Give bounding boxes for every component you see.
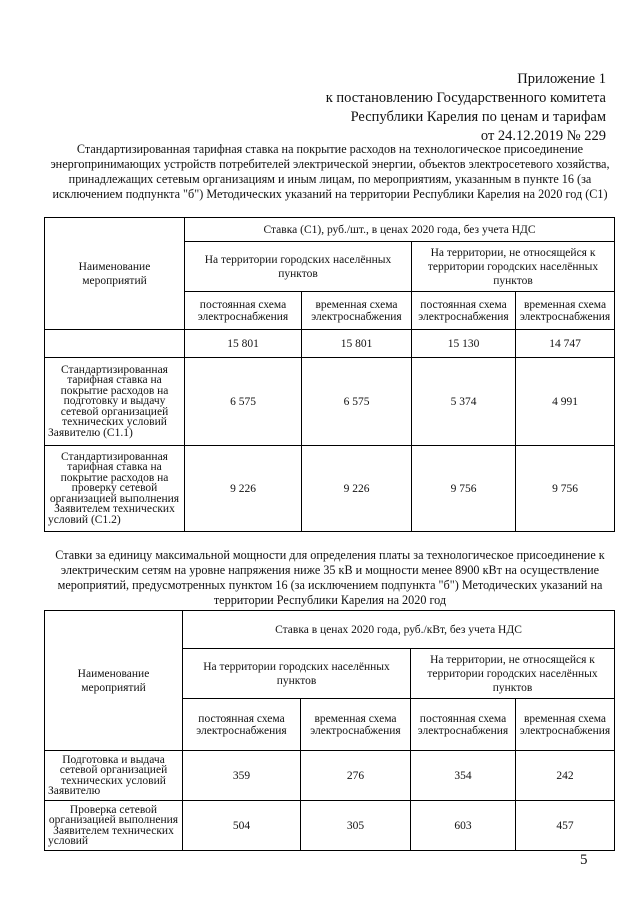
row-name: Стандартизированная тарифная ставка на покрытие расходов на проверку сетевой организацией выполнения Заявителем технических условий (С1.2) <box>45 446 185 532</box>
row-value: 242 <box>516 751 615 801</box>
table1 <box>44 217 615 532</box>
table1-rural-header: На территории, не относящейся к территории городских населённых пунктов <box>412 242 615 292</box>
row-value: 9 756 <box>516 446 615 532</box>
table-row <box>45 358 615 446</box>
table2-title: Ставки за единицу максимальной мощности для определения платы за технологическое присоединение к электрическим сетям на уровне напряжения ниже 35 кВ и мощности менее 8900 кВт на осуществление мероприятий, предусмотренных пунктом 16 (за исключением подпункта "б") Методических указаний на территории Республики Карелия на 2020 год <box>55 548 605 607</box>
row-value: 9 226 <box>302 446 412 532</box>
table1-rate-header: Ставка (С1), руб./шт., в ценах 2020 года, без учета НДС <box>185 218 615 242</box>
row-value: 6 575 <box>302 358 412 446</box>
row-name: Проверка сетевой организацией выполнения Заявителем технических условий <box>45 801 183 851</box>
table2-col-permanent-rural: постоянная схема электроснабжения <box>411 699 516 751</box>
appendix-date: от 24.12.2019 № 229 <box>480 128 606 144</box>
row-value: 6 575 <box>185 358 302 446</box>
table2-rate-header: Ставка в ценах 2020 года, руб./кВт, без учета НДС <box>183 611 615 649</box>
table2-rural-header: На территории, не относящейся к территории городских населённых пунктов <box>411 649 615 699</box>
table2 <box>44 610 615 851</box>
row-name: Подготовка и выдача сетевой организацией технических условий Заявителю <box>45 751 183 801</box>
row-value: 9 756 <box>412 446 516 532</box>
table1-urban-header: На территории городских населённых пунктов <box>185 242 412 292</box>
table1-total-value: 14 747 <box>516 330 615 358</box>
row-value: 305 <box>301 801 411 851</box>
table2-name-header: Наименование мероприятий <box>45 611 183 751</box>
table1-total-value: 15 801 <box>302 330 412 358</box>
table1-total-value: 15 130 <box>412 330 516 358</box>
appendix-title: Приложение 1 <box>517 71 606 87</box>
table1-title: Стандартизированная тарифная ставка на покрытие расходов на технологическое присоединение энергопринимающих устройств потребителей электрической энергии, объектов электросетевого хозяйства, принадлежащих сетевым организациям и иным лицам, по мероприятиям, указанным в пункте 16 (за исключением подпункта "б") Методических указаний на территории Республики Карелия на 2020 год (С1) <box>50 142 610 201</box>
appendix-decree: к постановлению Государственного комитета <box>325 90 606 106</box>
table2-col-temporary-rural: временная схема электроснабжения <box>516 699 615 751</box>
table-row <box>45 801 615 851</box>
row-value: 276 <box>301 751 411 801</box>
page-number: 5 <box>580 852 588 868</box>
table-row <box>45 751 615 801</box>
row-value: 359 <box>183 751 301 801</box>
row-value: 457 <box>516 801 615 851</box>
row-value: 5 374 <box>412 358 516 446</box>
table-row <box>45 446 615 532</box>
row-name: Стандартизированная тарифная ставка на покрытие расходов на подготовку и выдачу сетевой организацией технических условий Заявителю (С1.1) <box>45 358 185 446</box>
table2-urban-header: На территории городских населённых пунктов <box>183 649 411 699</box>
table1-total-empty <box>45 330 185 358</box>
table1-col-temporary: временная схема электроснабжения <box>302 292 412 330</box>
row-value: 603 <box>411 801 516 851</box>
row-value: 504 <box>183 801 301 851</box>
row-value: 354 <box>411 751 516 801</box>
table1-col-temporary-rural: временная схема электроснабжения <box>516 292 615 330</box>
row-value: 4 991 <box>516 358 615 446</box>
table2-col-permanent: постоянная схема электроснабжения <box>183 699 301 751</box>
table1-name-header: Наименование мероприятий <box>45 218 185 330</box>
table2-col-temporary: временная схема электроснабжения <box>301 699 411 751</box>
row-value: 9 226 <box>185 446 302 532</box>
table1-col-permanent: постоянная схема электроснабжения <box>185 292 302 330</box>
appendix-committee: Республики Карелия по ценам и тарифам <box>350 109 606 125</box>
table1-col-permanent-rural: постоянная схема электроснабжения <box>412 292 516 330</box>
appendix-header <box>300 70 606 146</box>
table1-total-value: 15 801 <box>185 330 302 358</box>
table1-total-row <box>45 330 615 358</box>
